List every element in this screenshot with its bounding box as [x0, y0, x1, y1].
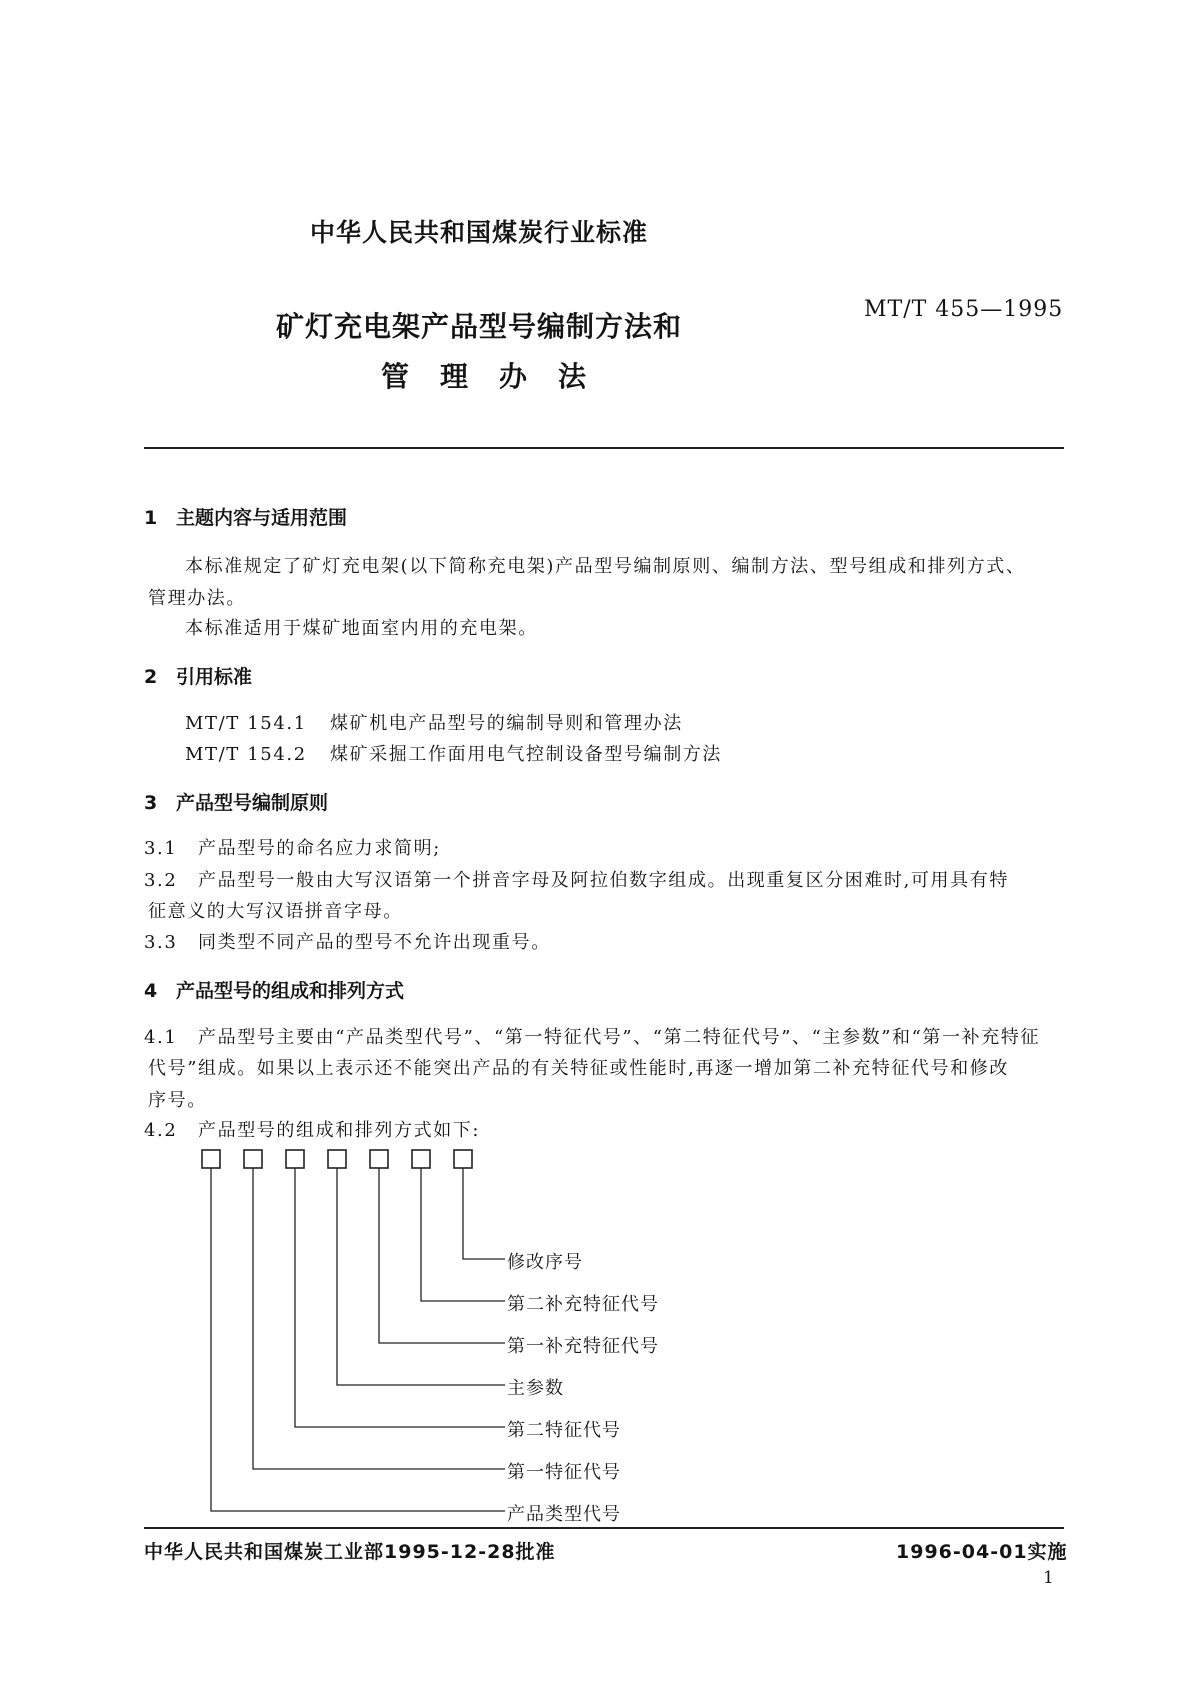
section-1-title: 主题内容与适用范围 [176, 507, 348, 529]
section-1-paragraph-1-line1: 本标准规定了矿灯充电架(以下简称充电架)产品型号编制原则、编制方法、型号组成和排列方式、 [185, 556, 1026, 577]
clause-number: 4.1 [144, 1027, 178, 1048]
label-first-feature-code: 第一特征代号 [507, 1462, 621, 1483]
connector-product-type [211, 1168, 505, 1511]
section-2-title: 引用标准 [176, 666, 253, 688]
section-3-title: 产品型号编制原则 [176, 792, 329, 814]
label-second-feature-code: 第二特征代号 [507, 1420, 621, 1441]
issuing-organization: 中华人民共和国煤炭行业标准 [310, 218, 649, 247]
connector-second-feature [295, 1168, 505, 1427]
clause-text: 产品型号的命名应力求简明; [198, 838, 441, 859]
document-title-line2: 管理办法 [381, 360, 618, 393]
reference-code: MT/T 154.1 [185, 713, 307, 734]
reference-title: 煤矿机电产品型号的编制导则和管理办法 [330, 713, 683, 734]
section-4-title: 产品型号的组成和排列方式 [176, 980, 405, 1002]
page-number: 1 [1043, 1568, 1054, 1588]
section-1-number: 1 [144, 507, 158, 529]
document-title-line1: 矿灯充电架产品型号编制方法和 [276, 310, 683, 343]
clause-number: 3.1 [144, 838, 178, 859]
section-1-paragraph-2: 本标准适用于煤矿地面室内用的充电架。 [185, 618, 538, 639]
section-3-number: 3 [144, 792, 158, 814]
code-box-main-parameter [328, 1150, 346, 1168]
footer-divider [144, 1527, 1064, 1529]
connector-first-supplementary [379, 1168, 505, 1343]
code-box-first-supplementary [370, 1150, 388, 1168]
approval-statement: 中华人民共和国煤炭工业部1995-12-28批准 [144, 1541, 556, 1563]
code-box-revision [454, 1150, 472, 1168]
section-2-number: 2 [144, 666, 158, 688]
clause-text: 同类型不同产品的型号不允许出现重号。 [198, 932, 551, 953]
label-product-type-code: 产品类型代号 [507, 1504, 621, 1525]
reference-code: MT/T 154.2 [185, 744, 307, 765]
clause-number: 3.2 [144, 870, 178, 891]
clause-text-line1: 产品型号一般由大写汉语第一个拼音字母及阿拉伯数字组成。出现重复区分困难时,可用具有特 [198, 870, 1009, 891]
connector-revision [463, 1168, 505, 1259]
code-box-first-feature [244, 1150, 262, 1168]
clause-number: 3.3 [144, 932, 178, 953]
clause-4-1-line2: 代号”组成。如果以上表示还不能突出产品的有关特征或性能时,再逐一增加第二补充特征代号和修改 [148, 1058, 1009, 1079]
code-box-second-supplementary [412, 1150, 430, 1168]
label-second-supplementary-feature: 第二补充特征代号 [507, 1294, 659, 1315]
label-revision-number: 修改序号 [507, 1252, 583, 1273]
clause-text: 产品型号的组成和排列方式如下: [198, 1120, 481, 1141]
reference-title: 煤矿采掘工作面用电气控制设备型号编制方法 [330, 744, 722, 765]
clause-4-1-line3: 序号。 [148, 1090, 207, 1111]
section-4-number: 4 [144, 980, 158, 1002]
clause-number: 4.2 [144, 1120, 178, 1141]
clause-3-2-line2: 征意义的大写汉语拼音字母。 [148, 901, 403, 922]
clause-text-line1: 产品型号主要由“产品类型代号”、“第一特征代号”、“第二特征代号”、“主参数”和“第一补充特征 [198, 1027, 1041, 1048]
standard-code: MT/T 455—1995 [864, 297, 1064, 322]
label-main-parameter: 主参数 [507, 1378, 564, 1399]
code-box-product-type [202, 1150, 220, 1168]
label-first-supplementary-feature: 第一补充特征代号 [507, 1336, 659, 1357]
code-box-second-feature [286, 1150, 304, 1168]
section-1-paragraph-1-line2: 管理办法。 [148, 588, 246, 609]
implementation-date: 1996-04-01实施 [896, 1541, 1068, 1563]
